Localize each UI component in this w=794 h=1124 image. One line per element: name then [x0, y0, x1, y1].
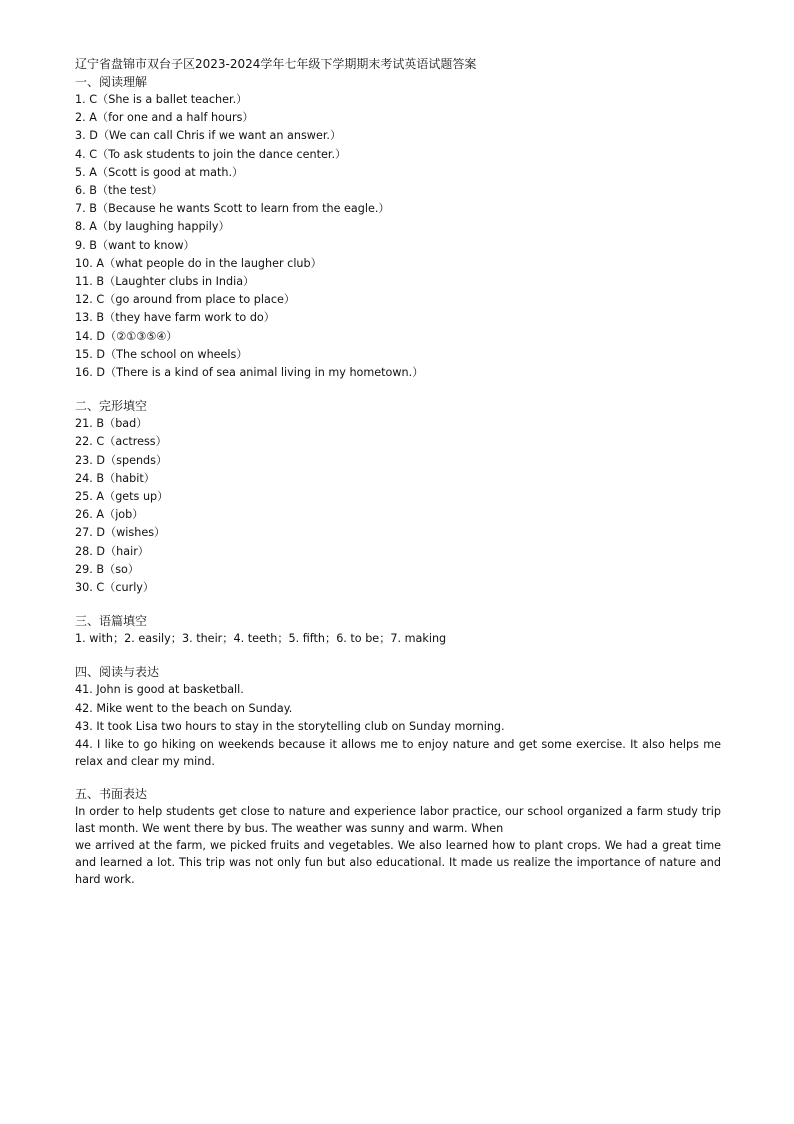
section-cloze-list	[75, 415, 725, 597]
answer-item: 23. D（spends）	[75, 453, 168, 467]
answer-item: 11. B（Laughter clubs in India）	[75, 275, 255, 289]
writing-paragraph-1: In order to help students get close to nature and experience labor practice, our school organized a farm study trip last month. We went there by bus. The weather was sunny and warm. When	[75, 805, 721, 836]
answer-item: 21. B（bad）	[75, 417, 148, 431]
answer-item: 9. B（want to know）	[75, 238, 195, 252]
section-passage-fill-heading: 三、语篇填空	[75, 614, 148, 629]
answer-item: 7. B（Because he wants Scott to learn from the eagle.）	[75, 202, 390, 216]
answer-document	[75, 55, 725, 888]
answer-item: 4. C（To ask students to join the dance center.）	[75, 147, 347, 161]
answer-item: 42. Mike went to the beach on Sunday.	[75, 701, 293, 715]
answer-item: 41. John is good at basketball.	[75, 683, 244, 697]
answer-item: 29. B（so）	[75, 562, 140, 576]
answer-item: 6. B（the test）	[75, 184, 163, 198]
answer-item: 44. I like to go hiking on weekends because it allows me to enjoy nature and get some exercise. It also helps me relax and clear my mind.	[75, 738, 721, 769]
answer-item: 22. C（actress）	[75, 435, 167, 449]
answer-item: 8. A（by laughing happily）	[75, 220, 230, 234]
answer-item: 30. C（curly）	[75, 581, 155, 595]
section-reading-expression-heading: 四、阅读与表达	[75, 665, 160, 680]
answer-item: 43. It took Lisa two hours to stay in the storytelling club on Sunday morning.	[75, 719, 505, 733]
section-cloze-heading: 二、完形填空	[75, 399, 148, 414]
answer-item: 28. D（hair）	[75, 544, 149, 558]
section-reading-list	[75, 91, 725, 382]
answer-item: 24. B（habit）	[75, 471, 155, 485]
section-reading-heading: 一、阅读理解	[75, 75, 148, 89]
section-reading-expression-list	[75, 681, 725, 770]
writing-paragraph-2: we arrived at the farm, we picked fruits and vegetables. We also learned how to plant crops. We had a great time and learned a lot. This trip was not only fun but also educational. It made us realize the importance of nature and hard work.	[75, 839, 721, 887]
answer-item: 2. A（for one and a half hours）	[75, 111, 254, 125]
answer-item: 27. D（wishes）	[75, 526, 166, 540]
answer-item: 10. A（what people do in the laugher club）	[75, 256, 322, 270]
answer-item: 13. B（they have farm work to do）	[75, 311, 275, 325]
answer-item: 5. A（Scott is good at math.）	[75, 165, 244, 179]
answer-item: 26. A（job）	[75, 508, 144, 522]
document-title: 辽宁省盘锦市双台子区2023-2024学年七年级下学期期末考试英语试题答案	[75, 57, 477, 71]
answer-item: 16. D（There is a kind of sea animal living in my hometown.）	[75, 366, 424, 380]
passage-fill-answers: 1. with；2. easily；3. their；4. teeth；5. fifth；6. to be；7. making	[75, 632, 447, 646]
answer-item: 12. C（go around from place to place）	[75, 293, 296, 307]
answer-item: 1. C（She is a ballet teacher.）	[75, 93, 248, 106]
answer-item: 14. D（②①③⑤④）	[75, 329, 178, 343]
answer-item: 25. A（gets up）	[75, 490, 169, 504]
section-writing-heading: 五、书面表达	[75, 787, 148, 802]
answer-item: 15. D（The school on wheels）	[75, 347, 248, 361]
answer-item: 3. D（We can call Chris if we want an answer.）	[75, 129, 342, 143]
